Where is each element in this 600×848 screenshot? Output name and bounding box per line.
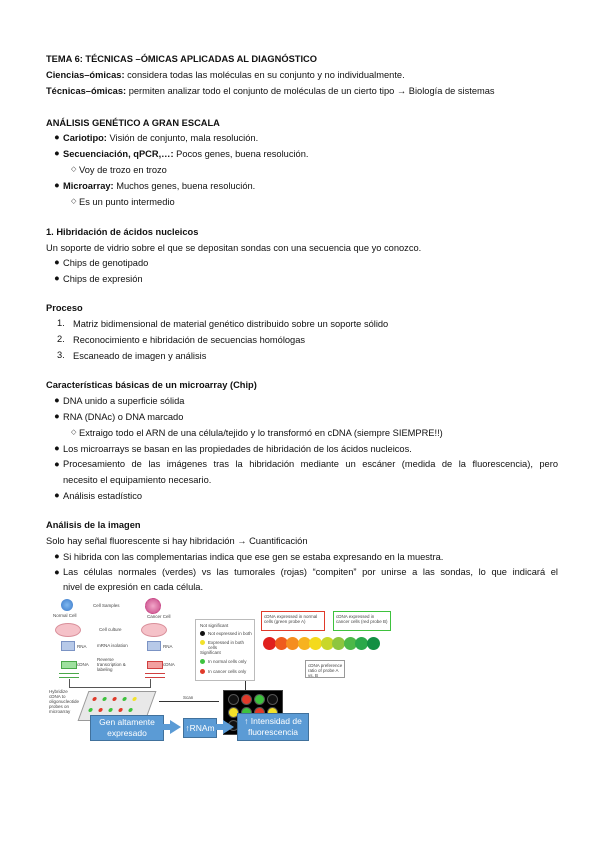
culture-dish-icon	[55, 623, 81, 637]
list-item-line-2: necesito el equipamiento necesario.	[63, 475, 212, 485]
cell-culture-label: Cell culture	[99, 627, 122, 632]
tube-icon	[61, 641, 75, 651]
list-item-term: Secuenciación, qPCR,…:	[63, 149, 174, 159]
intro-line-2	[46, 85, 495, 97]
right-arrow-icon	[223, 720, 234, 734]
list-item-line-1: Las células normales (verdes) vs las tumorales (rojas) “compiten” por unirse a las sondas, lo que indicará el	[63, 567, 558, 577]
list-item-text: Pocos genes, buena resolución.	[173, 149, 309, 159]
list-item-term: Cariotipo:	[63, 133, 107, 143]
rna-label: RNA	[163, 644, 173, 649]
sub-list-item: Es un punto intermedio	[79, 197, 175, 207]
list-item-line-1: Procesamiento de las imágenes tras la hibridación mediante un escáner (medida de la fluorescencia), pero	[63, 459, 558, 469]
list-item	[63, 180, 255, 192]
step-text: Matriz bidimensional de material genético distribuido sobre un soporte sólido	[73, 319, 389, 329]
page-title: TEMA 6: TÉCNICAS –ÓMICAS APLICADAS AL DIAGNÓSTICO	[46, 54, 317, 64]
step-number: 1.	[57, 318, 65, 328]
sub-list-item: Voy de trozo en trozo	[79, 165, 167, 175]
legend-dot	[200, 640, 205, 645]
merge-bracket	[69, 679, 151, 688]
bullet-icon: ●	[54, 551, 60, 561]
note-box	[261, 611, 325, 631]
bullet-icon: ●	[54, 180, 60, 190]
reverse-transcription-label: Reverse transcription & labeling	[97, 657, 126, 672]
microarray-figure	[49, 597, 585, 738]
array-spot	[241, 694, 252, 705]
normal-cell-label: Normal Cell	[53, 613, 77, 618]
legend-dot	[200, 631, 205, 636]
right-arrow-icon	[170, 720, 181, 734]
hybridize-label: Hybridize cDNA to oligonucleotide probes on microarray	[49, 689, 80, 714]
cdna-label: cDNA	[77, 662, 89, 667]
scan-label: Scan	[183, 695, 194, 700]
array-spot	[228, 694, 239, 705]
legend-subtitle: Significant	[200, 650, 221, 655]
cdna-green-icon	[61, 661, 77, 669]
section-heading-process: Proceso	[46, 303, 83, 313]
intro-term-1: Ciencias–ómicas:	[46, 70, 125, 80]
step-text: Escaneado de imagen y análisis	[73, 351, 207, 361]
list-item: DNA unido a superficie sólida	[63, 396, 185, 406]
bullet-icon: ●	[54, 257, 60, 267]
bullet-icon: ●	[54, 490, 60, 500]
bullet-icon: ●	[54, 459, 60, 469]
array-spot	[267, 694, 278, 705]
array-spot	[254, 694, 265, 705]
color-scale	[263, 637, 383, 651]
intro-line-1	[46, 69, 405, 81]
cdna-label: cDNA	[163, 662, 175, 667]
section-heading-characteristics: Características básicas de un microarray (Chip)	[46, 380, 257, 390]
diamond-bullet-icon: ◇	[71, 429, 77, 436]
cancer-cell-icon	[145, 598, 161, 614]
list-item-text: Muchos genes, buena resolución.	[113, 181, 256, 191]
list-item: Análisis estadístico	[63, 491, 143, 501]
green-strands-icon	[59, 673, 79, 678]
legend-item-label: In normal cells only	[208, 659, 247, 664]
bullet-icon: ●	[54, 273, 60, 283]
caption-box	[305, 660, 345, 678]
list-item: Si hibrida con las complementarias indica que ese gen se estaba expresando en la muestra.	[63, 552, 444, 562]
legend-item-label: Not expressed in both	[208, 631, 252, 636]
bullet-icon: ●	[54, 567, 60, 577]
bullet-icon: ●	[54, 443, 60, 453]
cell-samples-label: Cell Samples	[93, 603, 120, 608]
step-text: Reconocimiento e hibridación de secuencias homólogas	[73, 335, 306, 345]
cdna-red-icon	[147, 661, 163, 669]
legend-item-label: In cancer cells only	[208, 669, 247, 674]
bullet-icon: ●	[54, 395, 60, 405]
cancer-cell-label: Cancer Cell	[147, 614, 171, 619]
legend-dot	[200, 669, 205, 674]
bullet-icon: ●	[54, 411, 60, 421]
list-item-line-2: nivel de expresión en cada célula.	[63, 582, 204, 592]
diamond-bullet-icon: ◇	[71, 198, 77, 205]
legend-title: Not significant	[200, 623, 229, 628]
bullet-icon: ●	[54, 132, 60, 142]
intro-text-2: permiten analizar todo el conjunto de moléculas de un cierto tipo → Biología de sistemas	[126, 86, 495, 96]
list-item	[63, 132, 258, 144]
tube-icon	[147, 641, 161, 651]
diamond-bullet-icon: ◇	[71, 166, 77, 173]
sub-list-item: Extraigo todo el ARN de una célula/tejido y lo transformó en cDNA (siempre SIEMPRE!!)	[79, 428, 443, 438]
scan-arrow	[159, 701, 219, 702]
intro-term-2: Técnicas–ómicas:	[46, 86, 127, 96]
list-item: Chips de expresión	[63, 274, 143, 284]
flow-box-mrna: ↑RNAm	[183, 718, 217, 738]
note-box	[333, 611, 391, 631]
culture-dish-icon	[141, 623, 167, 637]
section-heading-image-analysis: Análisis de la imagen	[46, 520, 141, 530]
normal-cell-icon	[61, 599, 73, 611]
paragraph: Solo hay señal fluorescente si hay hibridación → Cuantificación	[46, 536, 308, 546]
flow-box-fluorescence: ↑ Intensidad de fluorescencia	[237, 713, 309, 741]
flow-box-gene-expressed: Gen altamente expresado	[90, 715, 164, 741]
intro-text-1: considera todas las moléculas en su conjunto y no individualmente.	[124, 70, 405, 80]
step-number: 2.	[57, 334, 65, 344]
list-item: Los microarrays se basan en las propiedades de hibridación de los ácidos nucleicos.	[63, 444, 412, 454]
list-item-text: Visión de conjunto, mala resolución.	[106, 133, 259, 143]
red-strands-icon	[145, 673, 165, 678]
mrna-isolation-label: mRNA isolation	[97, 643, 128, 648]
scale-left-note: cDNA expressed in normal cells (green probe A)	[264, 614, 318, 624]
list-item: RNA (DNAc) o DNA marcado	[63, 412, 184, 422]
scale-right-note: cDNA expressed in cancer cells (red probe B)	[336, 614, 388, 624]
bullet-icon: ●	[54, 148, 60, 158]
legend-dot	[200, 659, 205, 664]
scale-swatch	[367, 637, 380, 650]
legend-connector	[245, 681, 246, 690]
rna-label: RNA	[77, 644, 87, 649]
paragraph: Un soporte de vidrio sobre el que se depositan sondas con una secuencia que yo conozco.	[46, 243, 422, 253]
step-number: 3.	[57, 350, 65, 360]
scale-caption: cDNA preference ratio of probe A vs. B	[308, 663, 343, 678]
legend-item-label: Expressed in both cells	[208, 640, 245, 650]
list-item	[63, 148, 308, 160]
list-item: Chips de genotipado	[63, 258, 149, 268]
section-heading-hybridization: 1. Hibridación de ácidos nucleicos	[46, 227, 199, 237]
legend-box	[195, 619, 255, 681]
list-item-term: Microarray:	[63, 181, 114, 191]
section-heading-genetic-analysis: ANÁLISIS GENÉTICO A GRAN ESCALA	[46, 118, 220, 128]
